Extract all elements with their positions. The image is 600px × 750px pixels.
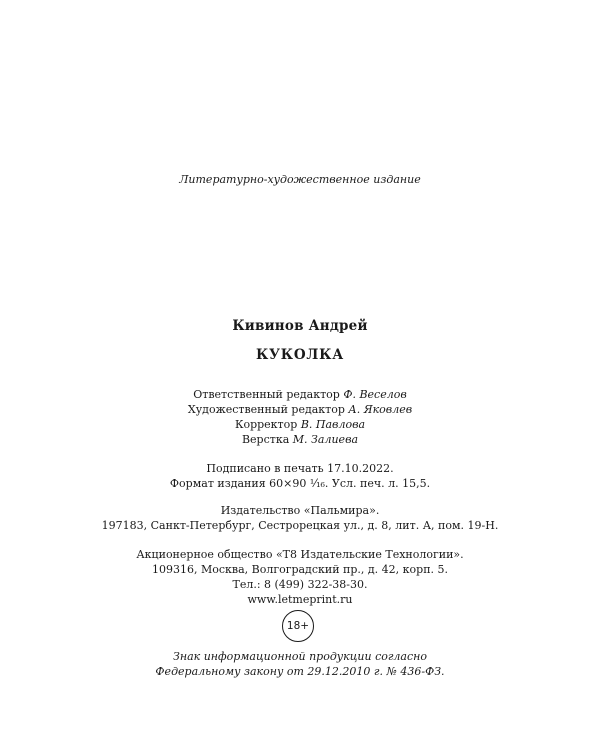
credit-role: Ответственный редактор (193, 388, 340, 401)
credit-line (0, 432, 600, 447)
book-title: КУКОЛКА (255, 347, 345, 363)
law-notice (0, 649, 600, 679)
format-info: Формат издания 60×90 ¹⁄₁₆. Усл. печ. л. 15,5. (169, 477, 431, 490)
credit-name: А. Яковлев (348, 403, 413, 416)
credit-name: М. Залиева (292, 433, 359, 446)
law-notice-line: Знак информационной продукции согласно (172, 650, 428, 663)
age-rating-badge: 18+ (282, 610, 314, 642)
credit-name: В. Павлова (300, 418, 366, 431)
publisher-address: 197183, Санкт-Петербург, Сестрорецкая ул., д. 8, лит. А, пом. 19-Н. (101, 519, 499, 532)
credit-line (0, 417, 600, 432)
credit-line (0, 387, 600, 402)
author-name: Кивинов Андрей (232, 318, 368, 334)
credit-line (0, 402, 600, 417)
law-notice-line: Федеральному закону от 29.12.2010 г. № 436-ФЗ. (155, 665, 445, 678)
credit-role: Корректор (234, 418, 298, 431)
printing-info (0, 461, 600, 491)
printer-info (0, 547, 600, 607)
publisher-name: Издательство «Пальмира». (220, 504, 380, 517)
credits-block (0, 387, 600, 447)
printer-name: Акционерное общество «Т8 Издательские Технологии». (136, 548, 464, 561)
printer-address: 109316, Москва, Волгоградский пр., д. 42, корп. 5. (151, 563, 449, 576)
genre-label: Литературно-художественное издание (179, 173, 421, 186)
printer-website: www.letmeprint.ru (247, 593, 353, 606)
credit-role: Верстка (241, 433, 290, 446)
publisher-info (0, 503, 600, 533)
signed-date: Подписано в печать 17.10.2022. (206, 462, 394, 475)
credit-name: Ф. Веселов (343, 388, 407, 401)
credit-role: Художественный редактор (187, 403, 345, 416)
printer-phone: Тел.: 8 (499) 322-38-30. (232, 578, 368, 591)
